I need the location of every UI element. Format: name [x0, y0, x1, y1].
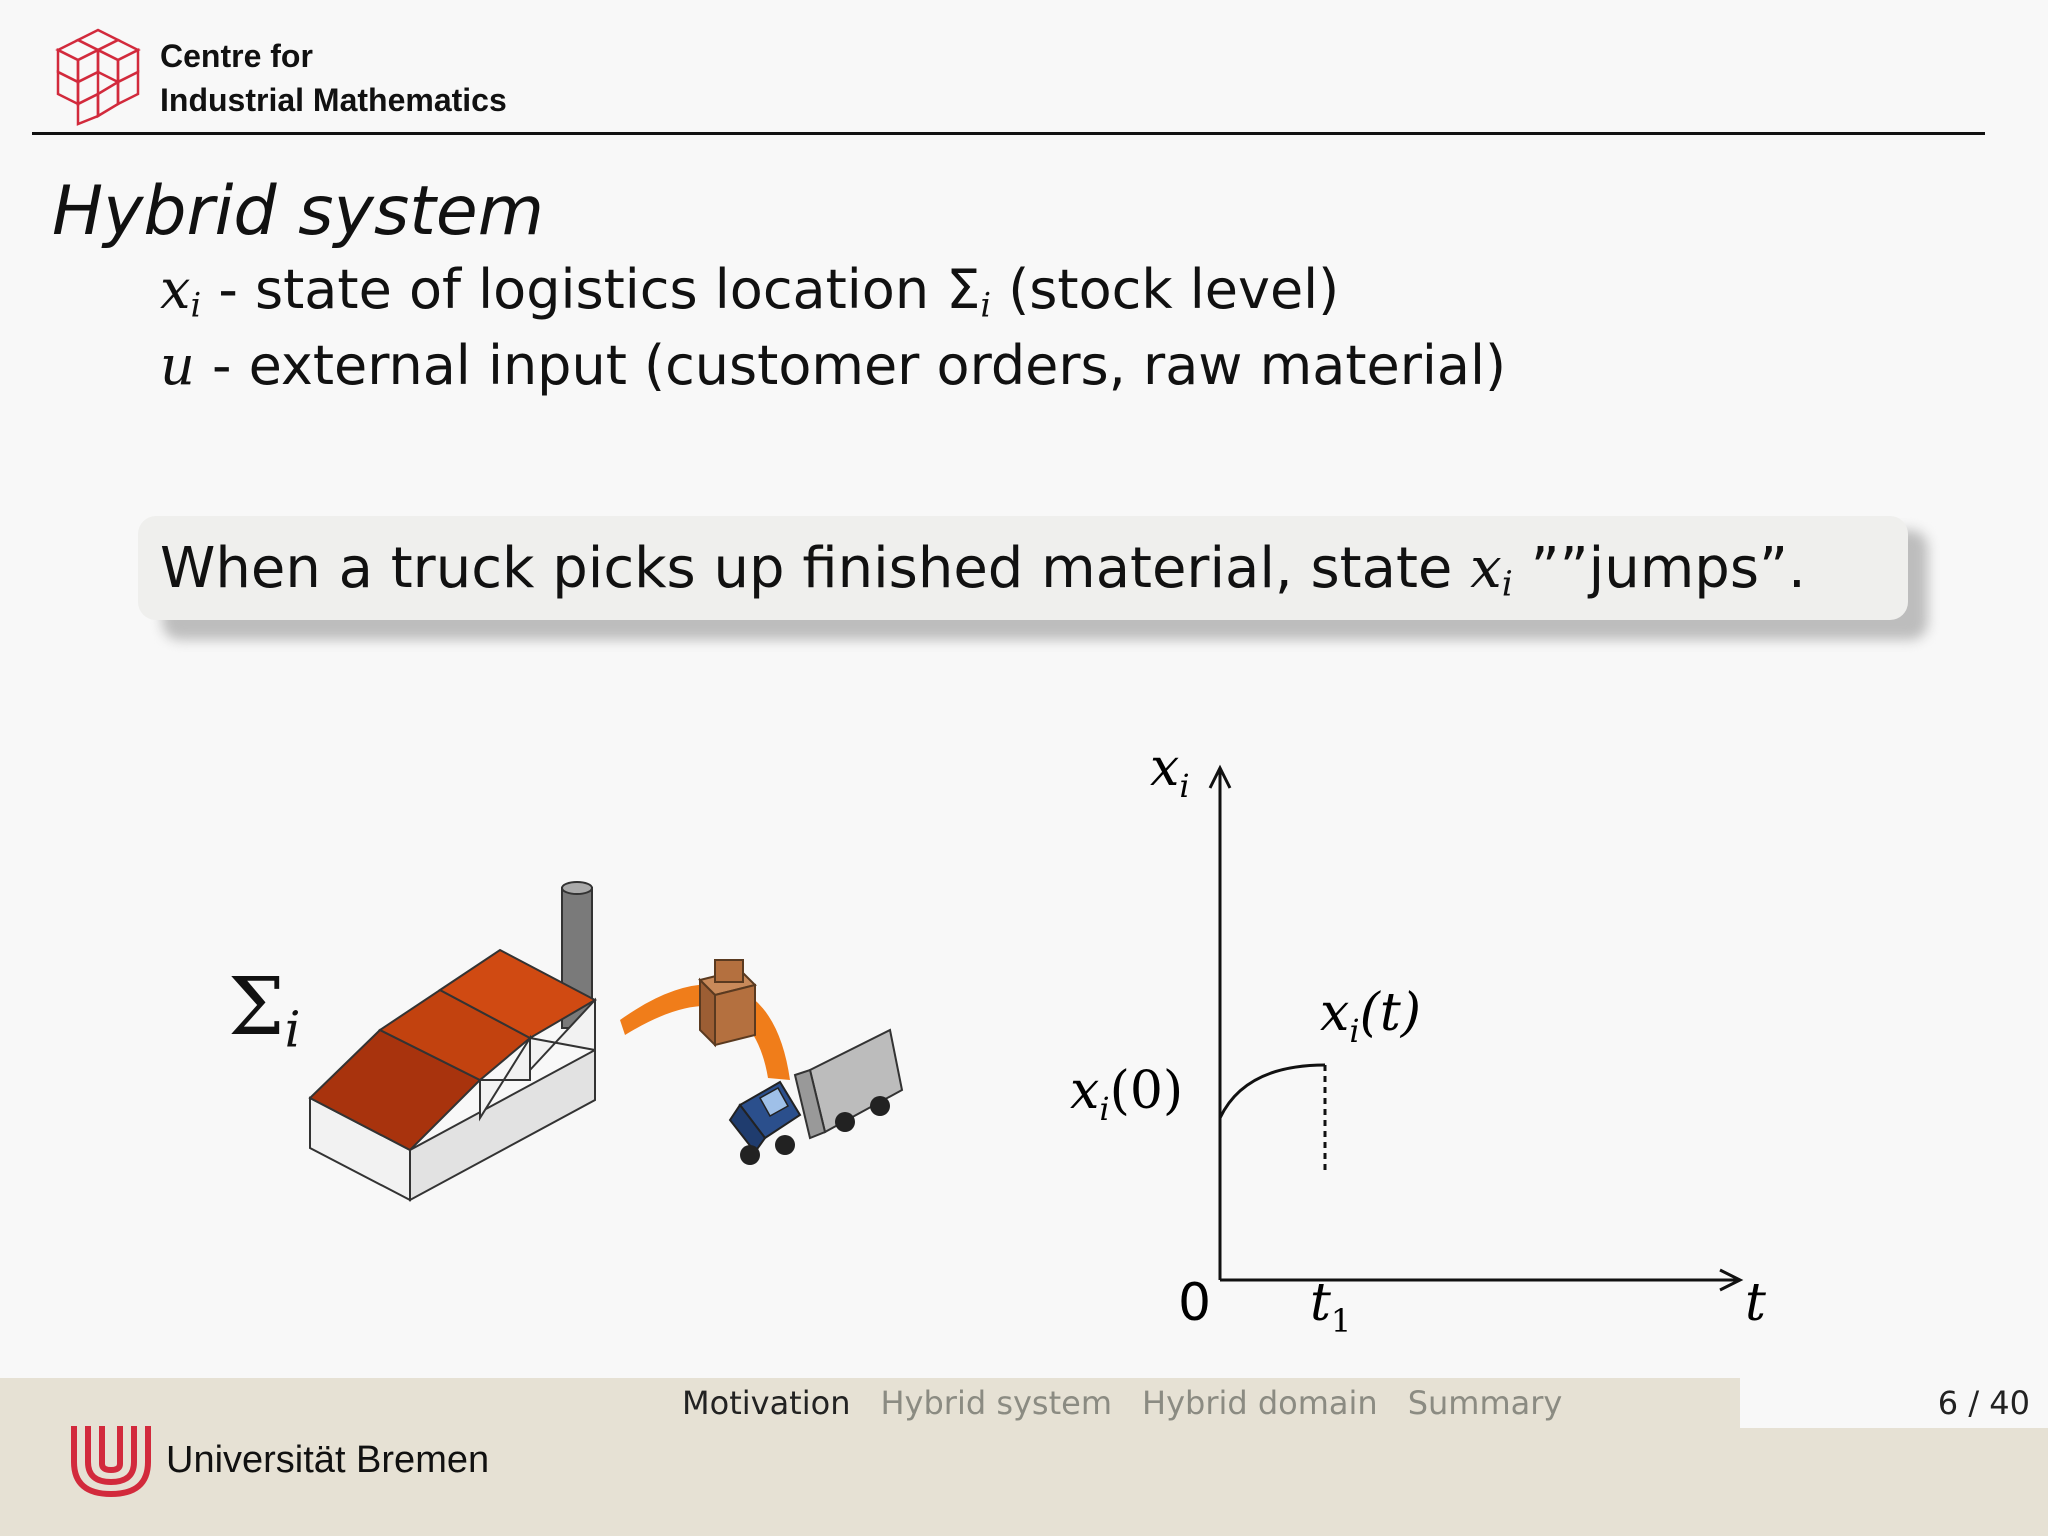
centre-name — [160, 34, 507, 122]
nav-item-hybrid-system[interactable]: Hybrid system — [880, 1384, 1112, 1422]
bullet-input-text: - external input (customer orders, raw material) — [194, 334, 1507, 397]
t1-label: $t_1$ — [1310, 1273, 1352, 1340]
centre-logo-icon — [46, 26, 150, 126]
nav-item-motivation[interactable]: Motivation — [682, 1384, 851, 1422]
bullet-state — [160, 258, 1339, 337]
page-number: 6 / 40 — [1937, 1384, 2030, 1422]
callout-pre: When a truck picks up finished material, state — [160, 536, 1471, 601]
bullet-state-var: x — [160, 258, 191, 321]
curve-label: $x_i(t)$ — [1320, 983, 1422, 1050]
university-name: Universität Bremen — [166, 1439, 490, 1481]
bullet-state-text: - state of logistics location — [201, 258, 947, 321]
header-divider — [32, 132, 1985, 135]
origin-label: 0 — [1178, 1273, 1212, 1333]
x0-label: $x_i(0)$ — [1070, 1061, 1184, 1128]
y-axis-label: $x_i$ — [1150, 740, 1190, 805]
slide-title: Hybrid system — [52, 172, 545, 251]
callout-var: x — [1470, 536, 1502, 601]
truck-icon — [730, 1030, 902, 1165]
callout-text — [160, 536, 1806, 618]
callout-post: ””jumps”. — [1512, 536, 1806, 601]
callout-sub: i — [1501, 564, 1513, 605]
section-nav — [682, 1378, 1562, 1428]
nav-item-summary[interactable]: Summary — [1407, 1384, 1563, 1422]
state-plot — [1040, 740, 1840, 1350]
bullet-state-sigma: Σ — [946, 258, 981, 321]
bullet-state-tail: (stock level) — [991, 258, 1340, 321]
state-curve — [1220, 1065, 1325, 1118]
nav-item-hybrid-domain[interactable]: Hybrid domain — [1142, 1384, 1378, 1422]
sigma-sub: i — [284, 1000, 301, 1059]
bullet-state-sub: i — [190, 285, 202, 325]
bullet-input-var: u — [160, 334, 195, 397]
centre-name-line1: Centre for — [160, 38, 313, 74]
bullet-input — [160, 334, 1506, 398]
university-logo-icon — [66, 1420, 156, 1500]
crate-icon — [700, 960, 755, 1045]
sigma-symbol: Σ — [228, 960, 285, 1053]
bullet-state-sigma-sub: i — [980, 285, 992, 325]
factory-icon — [310, 882, 595, 1200]
factory-illustration — [220, 870, 920, 1230]
centre-name-line2: Industrial Mathematics — [160, 82, 507, 118]
x-axis-label: t — [1745, 1273, 1766, 1333]
